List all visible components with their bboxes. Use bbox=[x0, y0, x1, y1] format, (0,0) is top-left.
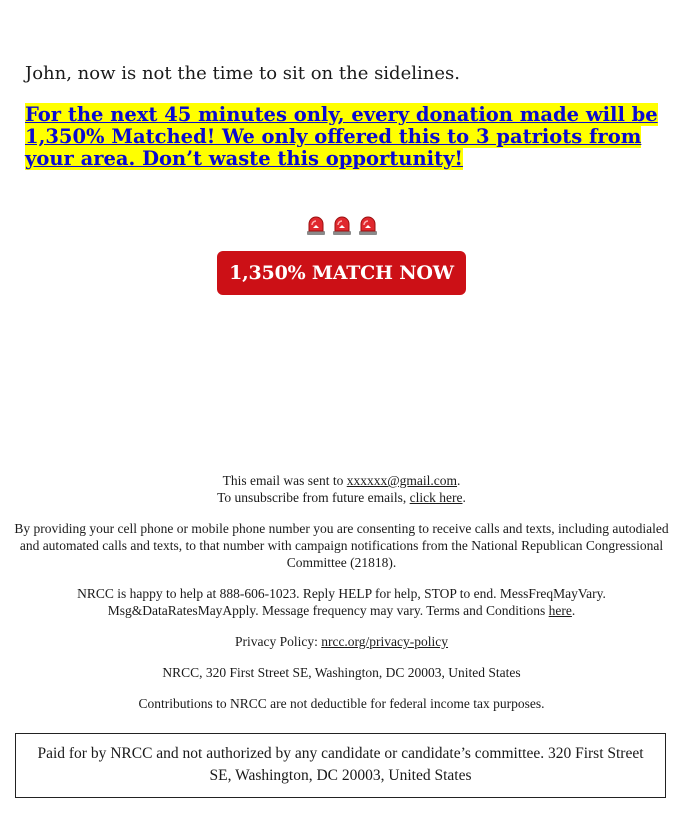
mailing-address: NRCC, 320 First Street SE, Washington, DC 20003, United States bbox=[162, 665, 521, 680]
urgent-message bbox=[25, 104, 665, 170]
help-text: NRCC is happy to help at 888-606-1023. Reply HELP for help, STOP to end. MessFreqMayVary. Msg&DataRatesMayApply. Message frequency may vary. Terms and Conditions bbox=[77, 586, 606, 618]
privacy-policy-link[interactable]: nrcc.org/privacy-policy bbox=[321, 634, 449, 649]
help-text-block bbox=[12, 585, 671, 619]
email-footer bbox=[12, 472, 671, 726]
match-now-button[interactable]: 1,350% MATCH NOW bbox=[217, 251, 466, 295]
siren-icon bbox=[357, 214, 379, 236]
urgent-match-link[interactable]: For the next 45 minutes only, every donation made will be 1,350% Matched! We only offered this to 3 patriots from your area. Don’t waste this opportunity! bbox=[25, 103, 658, 170]
greeting-text: John, now is not the time to sit on the sidelines. bbox=[25, 63, 460, 84]
tax-disclaimer: Contributions to NRCC are not deductible for federal income tax purposes. bbox=[138, 696, 545, 711]
sent-prefix: This email was sent to bbox=[222, 473, 347, 488]
unsubscribe-prefix: To unsubscribe from future emails, bbox=[217, 490, 410, 505]
privacy-policy-line bbox=[12, 633, 671, 650]
terms-link[interactable]: here bbox=[548, 603, 572, 618]
sent-suffix: . bbox=[457, 473, 461, 488]
paid-for-text: Paid for by NRCC and not authorized by any candidate or candidate’s committee. 320 First Street SE, Washington, DC 20003, United States bbox=[37, 745, 644, 784]
siren-icon bbox=[305, 214, 327, 236]
privacy-prefix: Privacy Policy: bbox=[234, 634, 322, 649]
sms-consent-text: By providing your cell phone or mobile phone number you are consenting to receive calls and texts, including autodialed and automated calls and texts, to that number with campaign notifications from the National Republican Congressional Committee (21818). bbox=[14, 521, 669, 570]
siren-icon bbox=[331, 214, 353, 236]
sent-to-notice bbox=[12, 472, 671, 506]
cta-container bbox=[0, 251, 683, 295]
paid-for-disclaimer-box bbox=[15, 733, 666, 798]
unsubscribe-suffix: . bbox=[462, 490, 466, 505]
recipient-email-link[interactable]: xxxxxx@gmail.com bbox=[346, 473, 458, 488]
siren-row bbox=[0, 214, 683, 236]
unsubscribe-link[interactable]: click here bbox=[409, 490, 463, 505]
help-suffix: . bbox=[571, 603, 576, 618]
